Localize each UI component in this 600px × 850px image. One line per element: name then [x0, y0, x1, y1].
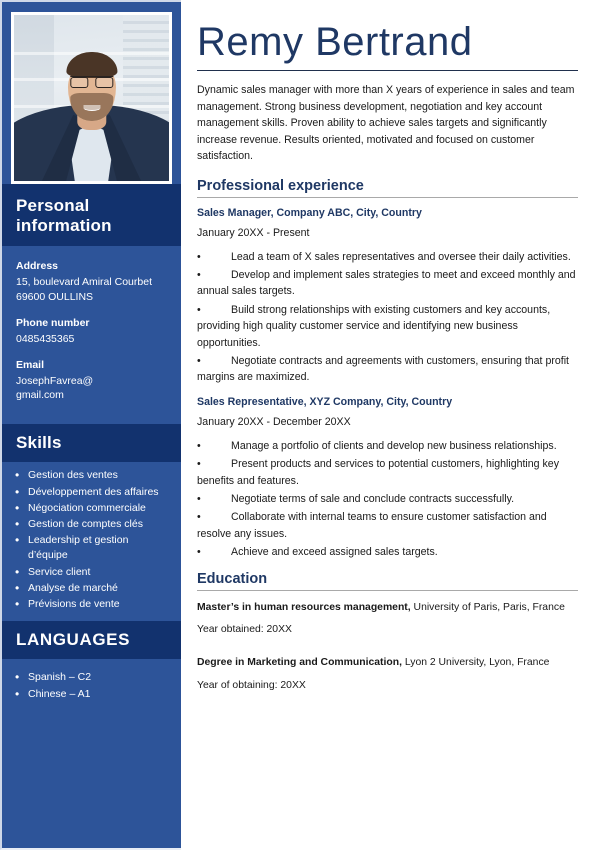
list-item: • Chinese – A1 [28, 687, 171, 702]
list-item: • Collaborate with internal teams to ensure customer satisfaction and resolve any issues. [197, 511, 547, 540]
contact-value-address-line1: 15, boulevard Amiral Courbet [16, 276, 152, 288]
section-divider-education [197, 590, 578, 591]
section-heading-education: Education [197, 570, 268, 587]
job-responsibilities [197, 249, 578, 386]
list-item: • Gestion des ventes [28, 468, 171, 483]
contact-label-email: Email [16, 358, 45, 371]
list-item: • Leadership et gestion d’équipe [28, 533, 171, 563]
contact-value-email-line2[interactable]: gmail.com [16, 389, 64, 402]
section-heading-experience: Professional experience [197, 177, 364, 194]
sidebar-section-languages [2, 621, 181, 659]
glasses-icon [70, 76, 113, 88]
list-item: • Negotiate contracts and agreements with customers, ensuring that profit margins are maximized. [197, 355, 569, 384]
contact-value-phone[interactable]: 0485435365 [16, 332, 75, 345]
main-content [181, 0, 600, 850]
list-item: • Gestion de comptes clés [28, 517, 171, 532]
list-item: • Prévisions de vente [28, 597, 171, 612]
contact-value-email-line1[interactable]: JosephFavrea@ [16, 374, 94, 387]
education-entry [197, 655, 578, 691]
education-year: Year of obtaining: 20XX [197, 679, 306, 691]
contact-phone [16, 316, 167, 347]
experience-entry [197, 207, 578, 386]
list-item: • Present products and services to potential customers, highlighting key benefits and features. [197, 458, 559, 487]
list-item: • Développement des affaires [28, 485, 171, 500]
skills-list [2, 462, 181, 612]
sidebar-section-skills [2, 424, 181, 462]
list-item: • Négociation commerciale [28, 501, 171, 516]
job-dates: January 20XX - December 20XX [197, 415, 351, 428]
section-divider-experience [197, 197, 578, 198]
experience-entry [197, 396, 578, 561]
contact-label-address: Address [16, 260, 59, 273]
photo-smile [83, 105, 100, 112]
job-dates: January 20XX - Present [197, 226, 310, 239]
list-item: • Lead a team of X sales representatives and oversee their daily activities. [197, 250, 571, 263]
list-item: • Service client [28, 565, 171, 580]
contact-label-phone: Phone number [16, 316, 90, 329]
sidebar-heading-personal-information: Personal information [16, 196, 112, 236]
list-item: • Achieve and exceed assigned sales targets. [197, 546, 438, 559]
contact-value-address-line2: 69600 OULLINS [16, 290, 94, 303]
education-entry [197, 600, 578, 636]
list-item: • Develop and implement sales strategies to meet and exceed monthly and annual sales targets. [197, 268, 576, 298]
sidebar-heading-languages: LANGUAGES [16, 630, 131, 650]
sidebar-section-personal-information [2, 184, 181, 246]
education-degree: Master’s in human resources management, [197, 601, 411, 613]
sidebar-heading-skills: Skills [16, 433, 62, 453]
list-item: • Analyse de marché [28, 581, 171, 596]
page-title: Remy Bertrand [197, 20, 473, 64]
job-responsibilities [197, 438, 578, 561]
title-divider [197, 70, 578, 71]
profile-photo [14, 15, 169, 181]
sidebar [0, 0, 181, 850]
languages-list [2, 659, 181, 701]
list-item: • Negotiate terms of sale and conclude contracts successfully. [197, 493, 515, 506]
education-degree-line [197, 655, 578, 671]
personal-information-body [2, 246, 181, 424]
list-item: • Build strong relationships with existing customers and key accounts, providing high quality customer service and identifying new business opportunities. [197, 303, 551, 349]
job-title: Sales Representative, XYZ Company, City, Country [197, 395, 453, 408]
list-item: • Manage a portfolio of clients and develop new business relationships. [197, 439, 557, 452]
education-degree: Degree in Marketing and Communication, [197, 657, 402, 669]
photo-hair [66, 52, 117, 79]
contact-email [16, 358, 167, 404]
job-title: Sales Manager, Company ABC, City, Country [197, 206, 422, 219]
education-degree-line [197, 600, 578, 616]
list-item: • Spanish – C2 [28, 670, 171, 685]
contact-address [16, 259, 167, 305]
education-year: Year obtained: 20XX [197, 624, 292, 636]
photo-frame [11, 12, 172, 184]
profile-summary: Dynamic sales manager with more than X years of experience in sales and team management. Strong business development, negotiation and key account management skills. Proven ability to achieve sales targets and significantly increase revenue. Results oriented, motivated and focused on customer satisfaction. [197, 84, 575, 163]
education-institution: Lyon 2 University, Lyon, France [401, 657, 550, 669]
education-institution: University of Paris, Paris, France [410, 601, 565, 613]
